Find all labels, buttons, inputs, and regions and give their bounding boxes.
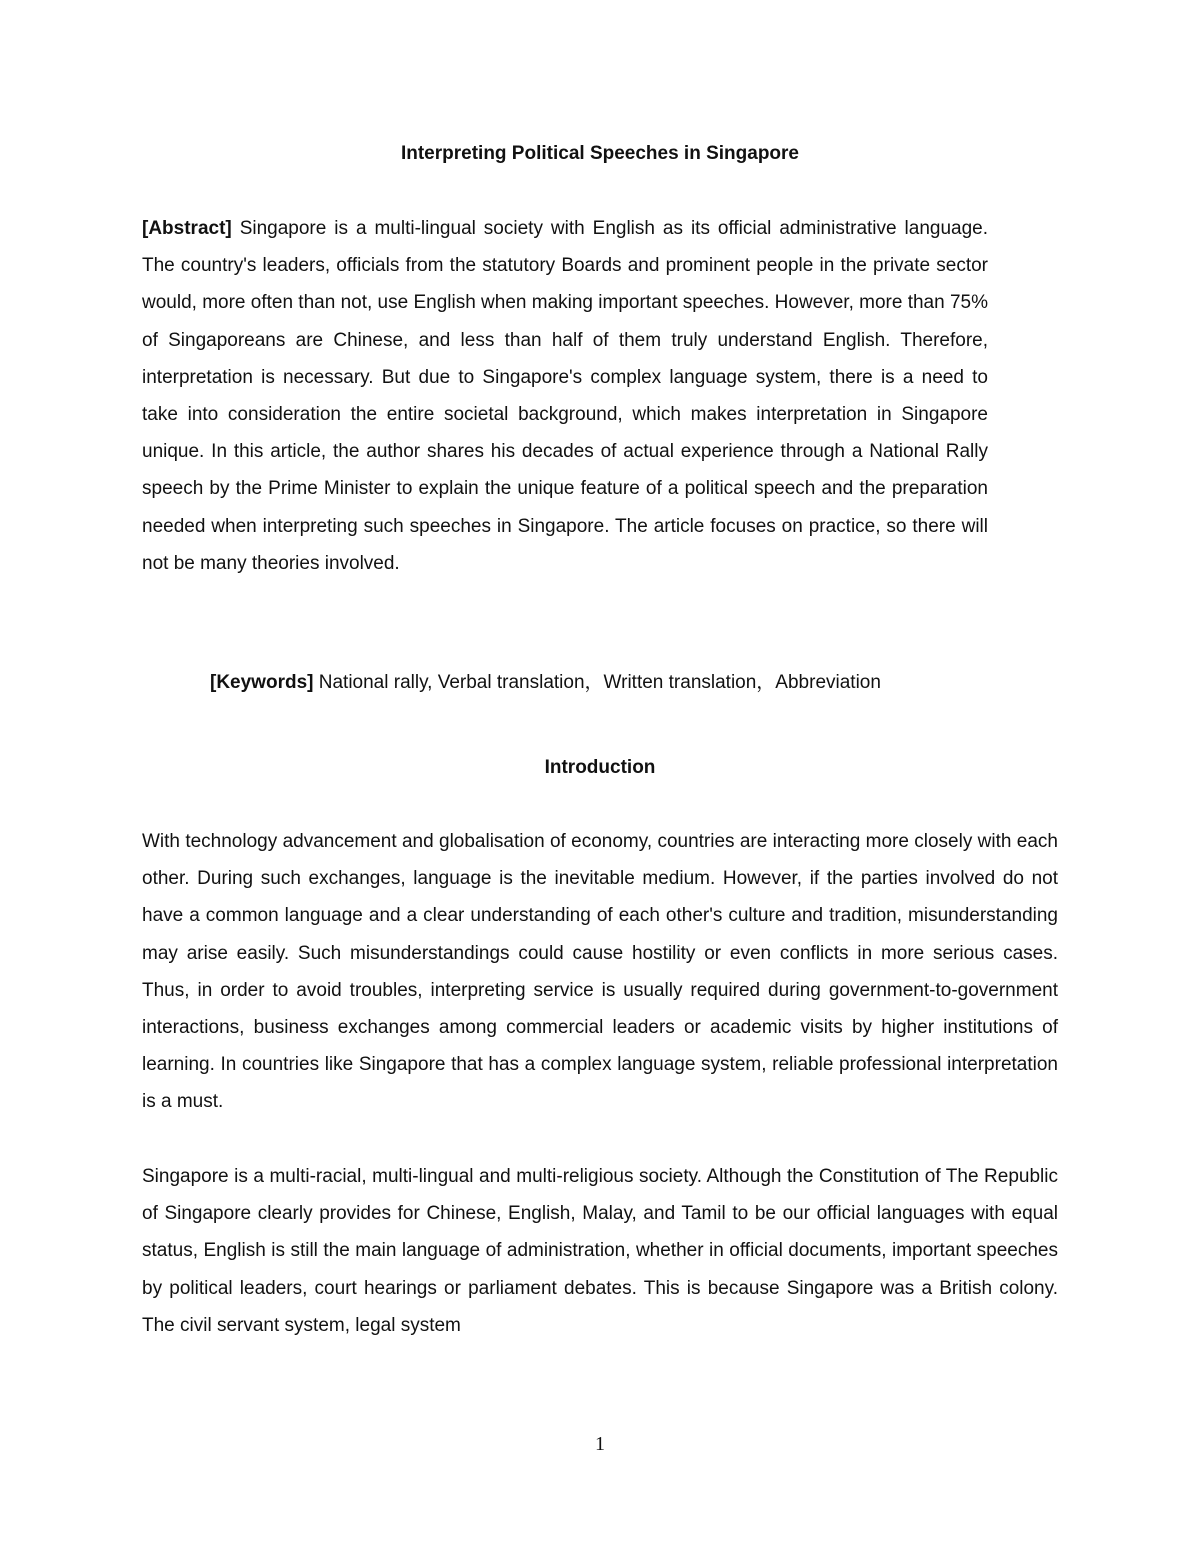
abstract-label: [Abstract]: [142, 218, 232, 239]
keywords-line: [210, 664, 1010, 701]
document-title: Interpreting Political Speeches in Singapore: [400, 143, 800, 164]
keywords-label: [Keywords]: [210, 672, 314, 693]
keywords-text: National rally, Verbal translation，Written translation，Abbreviation: [318, 672, 881, 693]
body-paragraph: Singapore is a multi-racial, multi-lingual and multi-religious society. Although the Constitution of The Republic of Singapore clearly provides for Chinese, English, Malay, and Tamil to be our official languages with equal status, English is still the main language of administration, whether in official documents, important speeches by political leaders, court hearings or parliament debates. This is because Singapore was a British colony. The civil servant system, legal system: [142, 1166, 1058, 1336]
section-heading-introduction: Introduction: [544, 757, 656, 778]
abstract-paragraph: [142, 210, 988, 582]
body-paragraph: With technology advancement and globalisation of economy, countries are interacting more closely with each other. During such exchanges, language is the inevitable medium. However, if the parties involved do not have a common language and a clear understanding of each other's culture and tradition, misunderstanding may arise easily. Such misunderstandings could cause hostility or even conflicts in more serious cases. Thus, in order to avoid troubles, interpreting service is usually required during government-to-government interactions, business exchanges among commercial leaders or academic visits by higher institutions of learning. In countries like Singapore that has a complex language system, reliable professional interpretation is a must.: [142, 831, 1058, 1113]
page-number: 1: [595, 1433, 605, 1455]
abstract-text: Singapore is a multi-lingual society with English as its official administrative language. The country's leaders, officials from the statutory Boards and prominent people in the private sector would, more often than not, use English when making important speeches. However, more than 75% of Singaporeans are Chinese, and less than half of them truly understand English. Therefore, interpretation is necessary. But due to Singapore's complex language system, there is a need to take into consideration the entire societal background, which makes interpretation in Singapore unique. In this article, the author shares his decades of actual experience through a National Rally speech by the Prime Minister to explain the unique feature of a political speech and the preparation needed when interpreting such speeches in Singapore. The article focuses on practice, so there will not be many theories involved.: [142, 218, 988, 574]
